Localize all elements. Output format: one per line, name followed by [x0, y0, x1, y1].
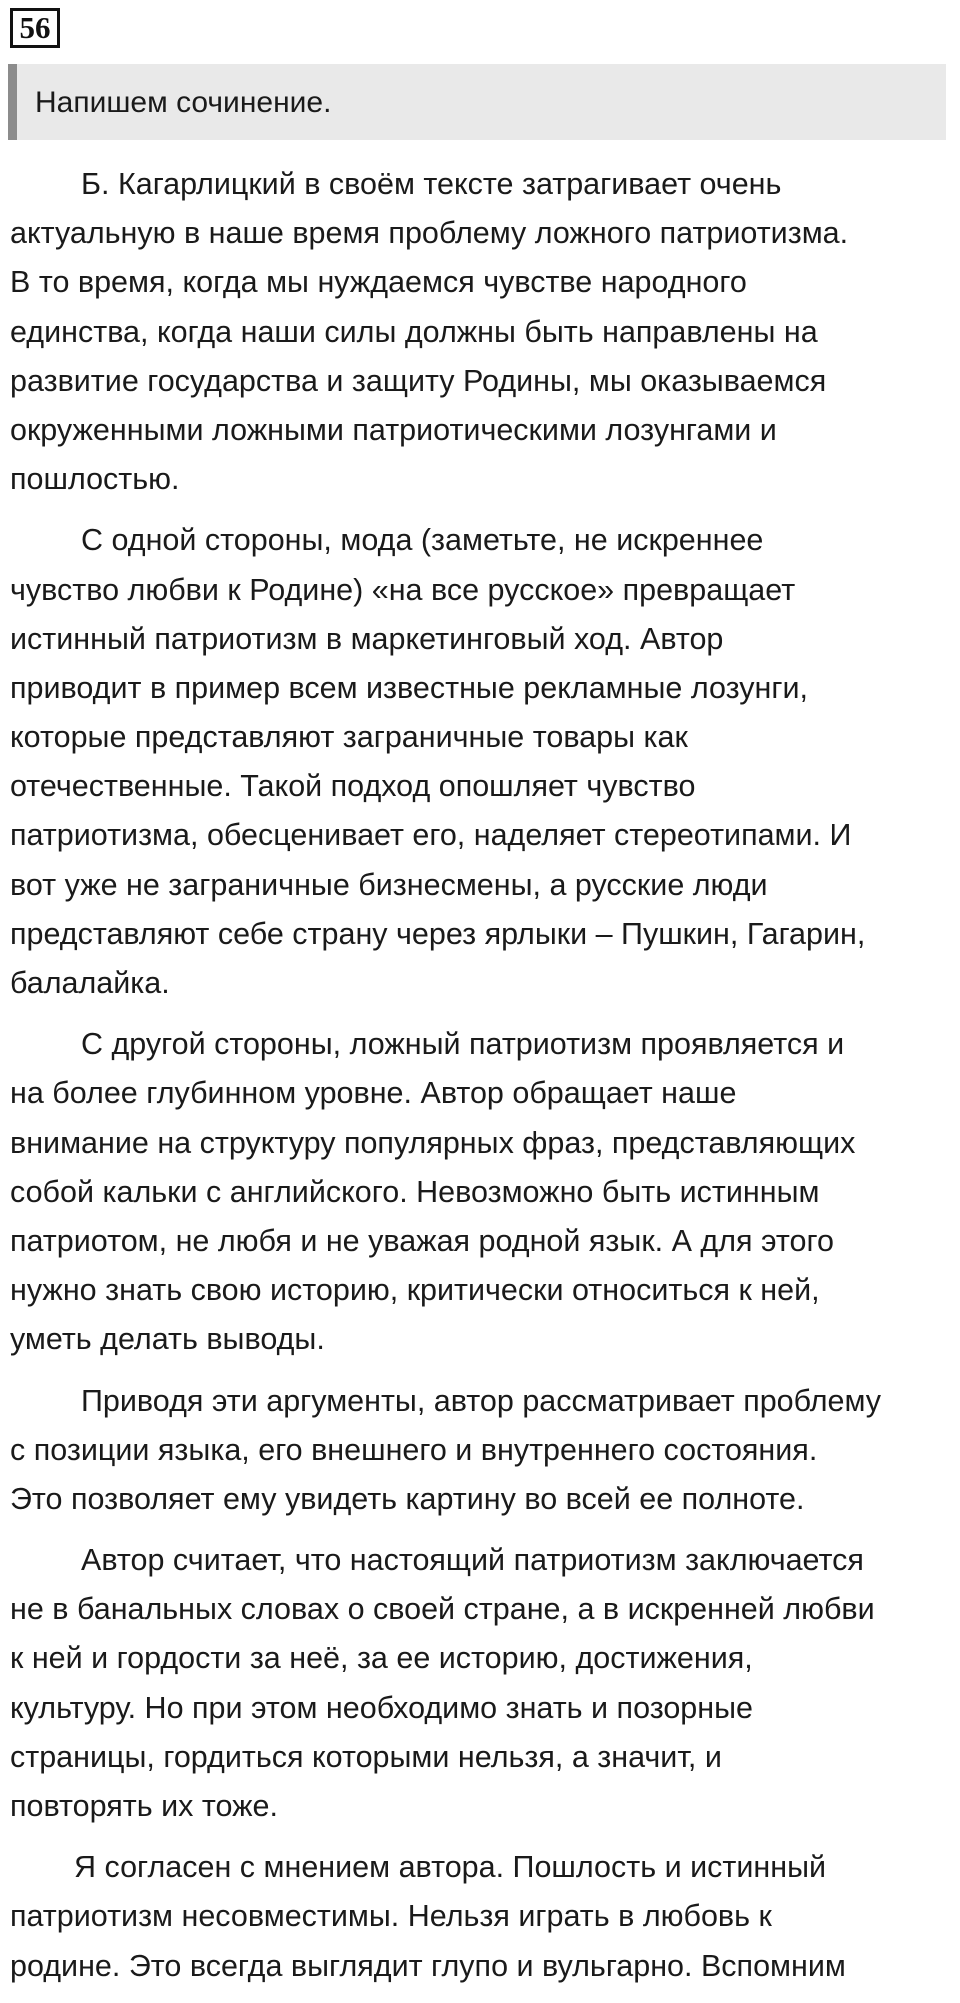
text-line: актуальную в наше время проблему ложного патриотизма. — [10, 216, 849, 251]
text-line: которые представляют заграничные товары как — [10, 720, 688, 755]
text-line: Приводя эти аргументы, автор рассматривает проблему — [81, 1383, 882, 1418]
text-line: страницы, гордиться которыми нельзя, а значит, и — [10, 1739, 722, 1774]
text-line: патриотом, не любя и не уважая родной язык. А для этого — [10, 1223, 834, 1258]
text-line: патриотизм несовместимы. Нельзя играть в любовь к — [10, 1899, 772, 1934]
text-line: вот уже не заграничные бизнесмены, а русские люди — [10, 867, 768, 902]
task-header-bar — [8, 64, 946, 140]
text-line: пошлостью. — [10, 462, 180, 497]
text-line: В то время, когда мы нуждаемся чувстве народного — [10, 265, 747, 300]
text-line: повторять их тоже. — [10, 1789, 278, 1823]
text-line: к ней и гордости за неё, за ее историю, достижения, — [10, 1641, 753, 1676]
text-line: С одной стороны, мода (заметьте, не искреннее — [81, 523, 764, 558]
text-line: С другой стороны, ложный патриотизм проявляется и — [81, 1027, 845, 1062]
essay-paragraph-6 — [10, 1843, 958, 1991]
text-line: отечественные. Такой подход опошляет чувство — [10, 769, 696, 804]
text-line: окруженными ложными патриотическими лозунгами и — [10, 412, 777, 447]
text-line: Б. Кагарлицкий в своём тексте затрагивает очень — [81, 167, 782, 201]
text-line: представляют себе страну через ярлыки – Пушкин, Гагарин, — [10, 916, 866, 951]
text-line: на более глубинном уровне. Автор обращает наше — [10, 1076, 737, 1111]
text-line: нужно знать свою историю, критически относиться к ней, — [10, 1273, 820, 1308]
task-title: Напишем сочинение. — [35, 86, 332, 119]
essay-paragraph-4 — [10, 1377, 958, 1525]
text-line: балалайка. — [10, 966, 170, 1000]
text-line: Я согласен с мнением автора. Пошлость и истинный — [74, 1850, 827, 1885]
text-line: с позиции языка, его внешнего и внутреннего состояния. — [10, 1432, 818, 1467]
text-line: приводит в пример всем известные рекламные лозунги, — [10, 670, 808, 705]
text-line: культуру. Но при этом необходимо знать и позорные — [10, 1690, 753, 1725]
text-line: собой кальки с английского. Невозможно быть истинным — [10, 1174, 820, 1209]
text-line: истинный патриотизм в маркетинговый ход. Автор — [10, 621, 724, 656]
text-line: патриотизма, обесценивает его, наделяет стереотипами. И — [10, 818, 852, 853]
text-line: единства, когда наши силы должны быть направлены на — [10, 314, 818, 349]
essay-paragraph-5 — [10, 1536, 958, 1831]
essay-paragraph-3 — [10, 1020, 958, 1364]
text-line: Это позволяет ему увидеть картину во всей ее полноте. — [10, 1481, 805, 1516]
essay-text — [10, 160, 958, 2003]
text-line: внимание на структуру популярных фраз, представляющих — [10, 1125, 856, 1160]
essay-paragraph-1 — [10, 160, 958, 504]
text-line: чувство любви к Родине) «на все русское» превращает — [10, 572, 796, 607]
essay-paragraph-2 — [10, 516, 958, 1008]
task-number-badge: 56 — [10, 8, 60, 48]
text-line: Автор считает, что настоящий патриотизм заключается — [81, 1543, 864, 1578]
text-line: уметь делать выводы. — [10, 1322, 325, 1357]
text-line: родине. Это всегда выглядит глупо и вульгарно. Вспомним — [10, 1948, 846, 1983]
text-line: развитие государства и защиту Родины, мы оказываемся — [10, 363, 827, 398]
text-line: не в банальных словах о своей стране, а в искренней любви — [10, 1592, 875, 1627]
